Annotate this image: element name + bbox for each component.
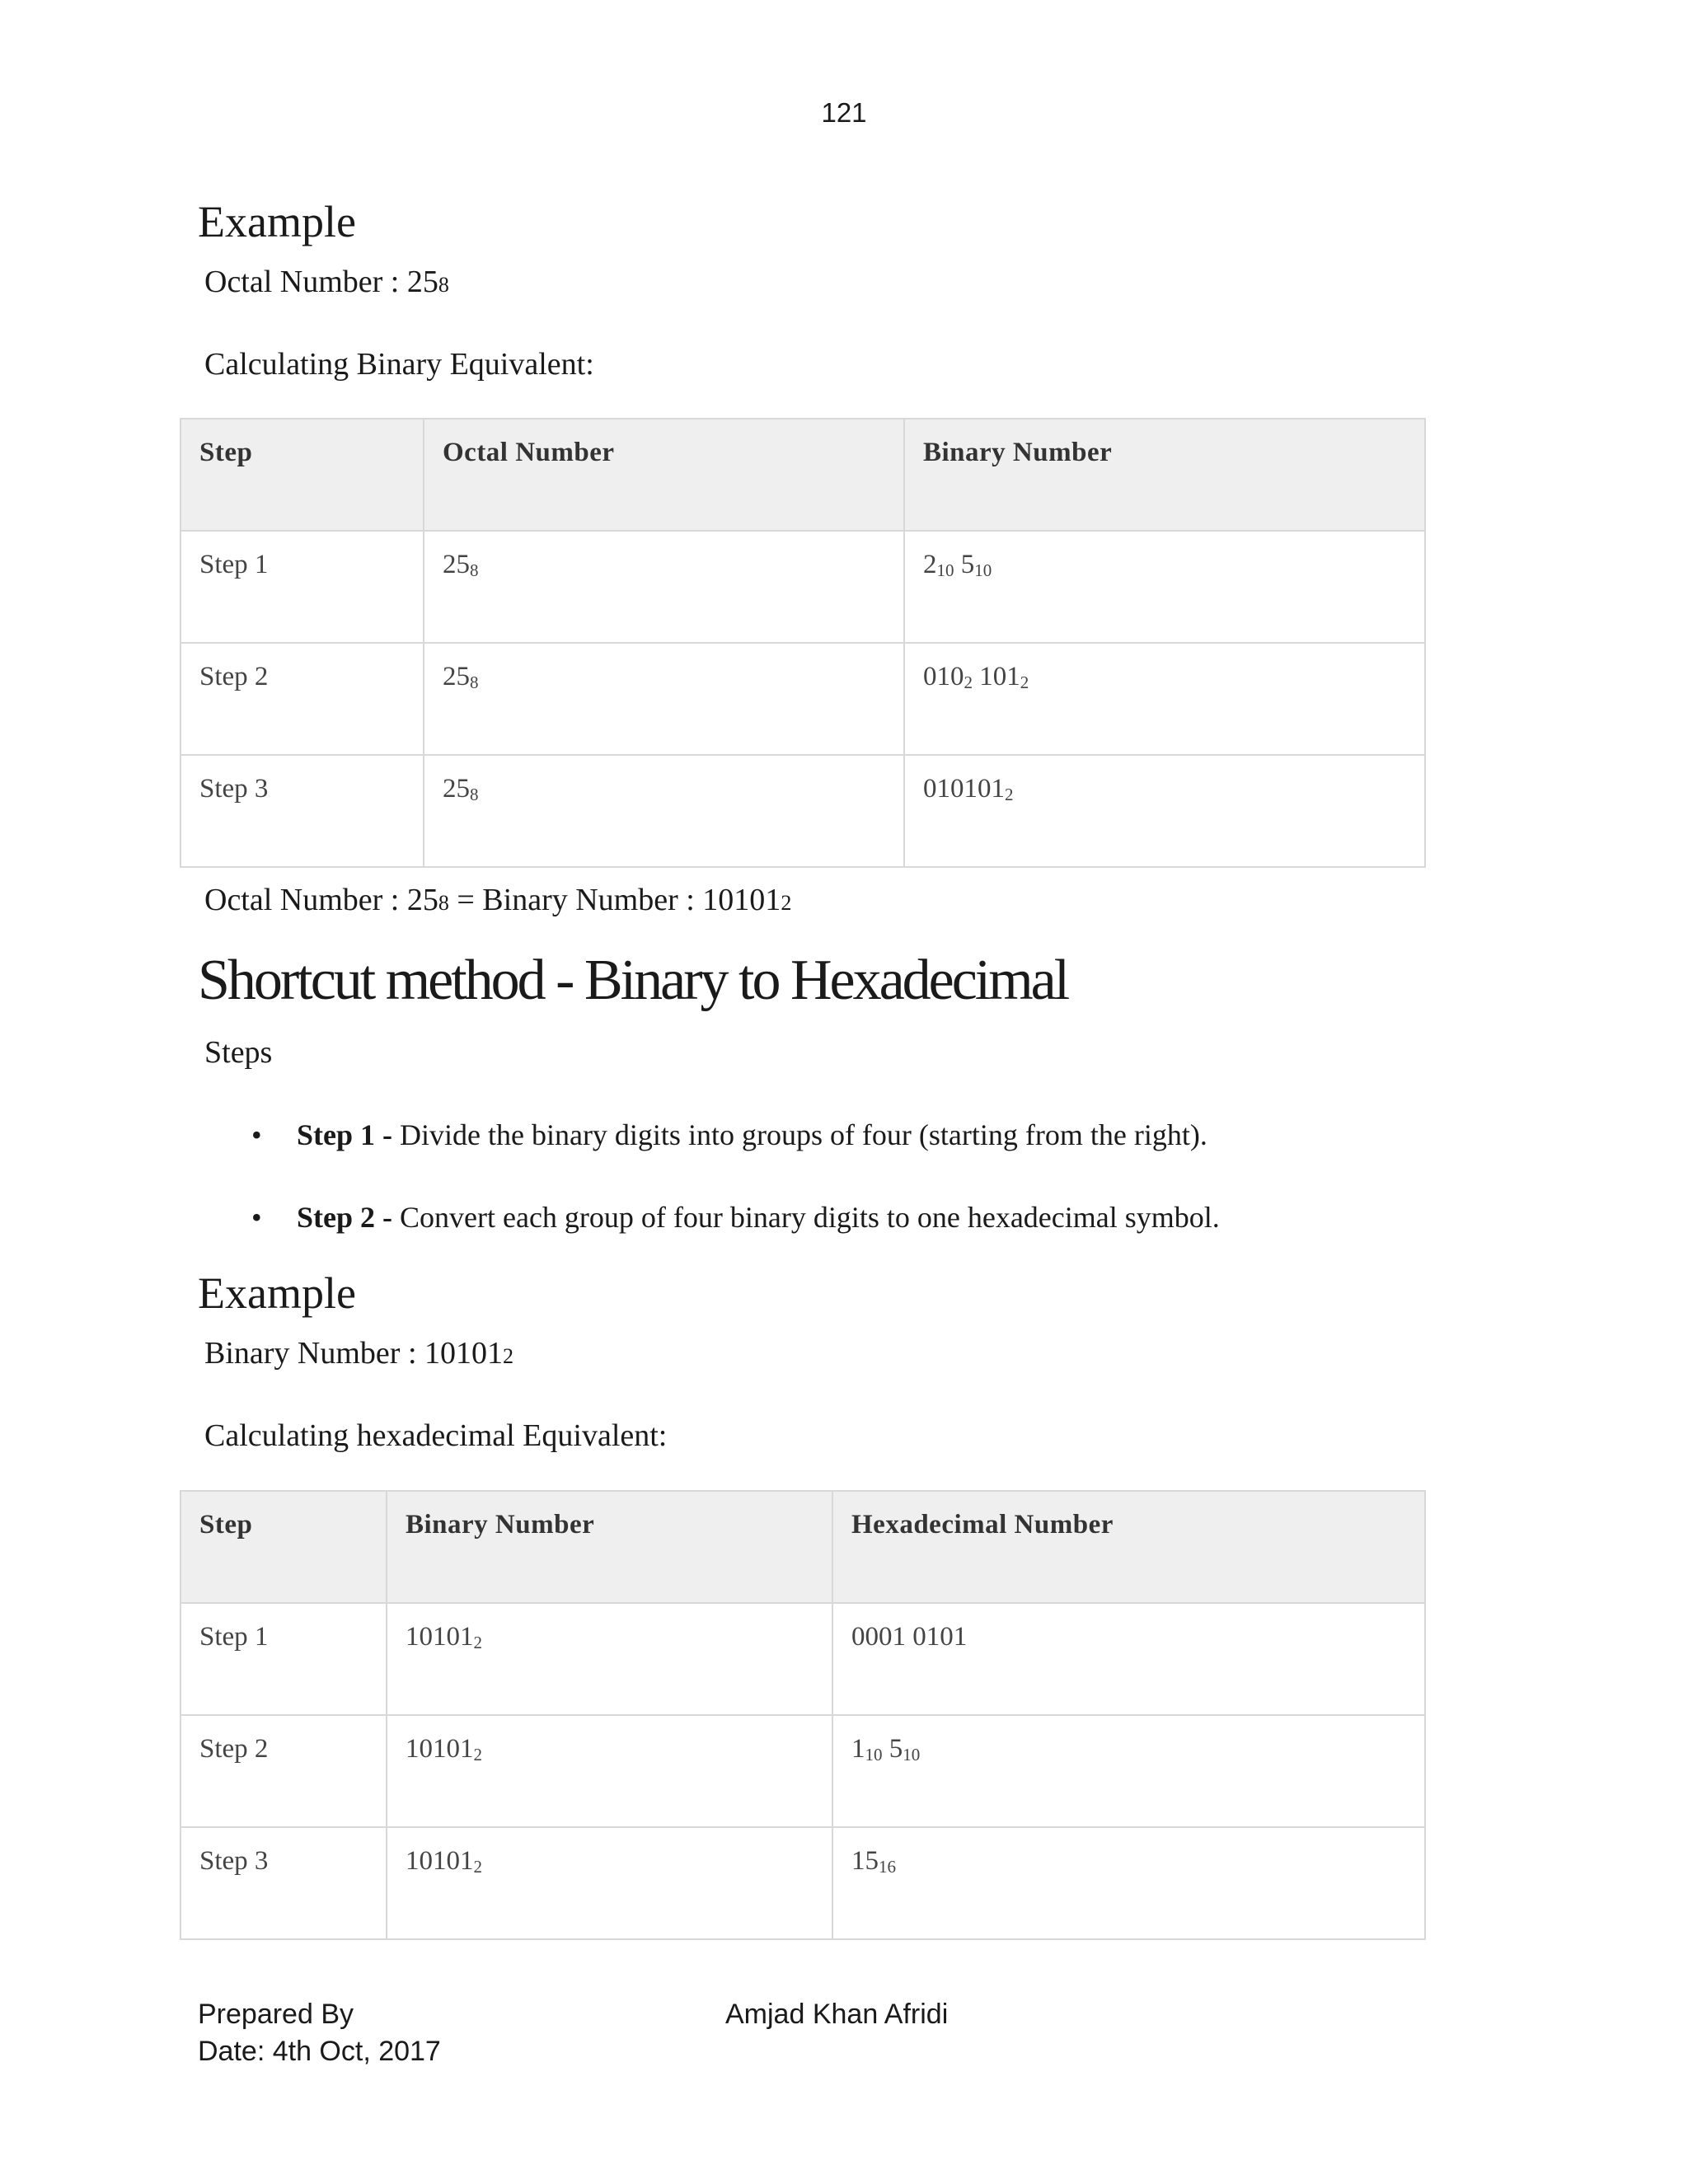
cell-result-value — [832, 1715, 1425, 1827]
cell-base-subscript: 2 — [1020, 673, 1029, 692]
cell-value: 25 — [443, 662, 470, 691]
table-body — [181, 1603, 1425, 1939]
cell-base-subscript: 10 — [936, 560, 954, 580]
cell-base-subscript: 8 — [470, 785, 479, 804]
cell-source-value — [387, 1715, 832, 1827]
bullet-2-bold: Step 2 - — [297, 1201, 392, 1234]
cell-result-value — [904, 755, 1425, 867]
binary-to-hex-table — [180, 1490, 1426, 1940]
cell-step: Step 2 — [181, 643, 424, 755]
cell-value: 1 — [851, 1734, 865, 1764]
result-suffix: = Binary Number : 10101 — [448, 883, 781, 917]
cell-result-value — [904, 643, 1425, 755]
cell-value: 5 — [889, 1734, 903, 1764]
cell-value: 010 — [923, 662, 964, 691]
result-prefix-subscript: 8 — [438, 891, 449, 915]
table-header-row — [181, 419, 1425, 531]
table-row — [181, 1715, 1425, 1827]
header-step: Step — [181, 419, 424, 531]
bullet-icon: • — [251, 1118, 262, 1151]
cell-base-subscript: 10 — [865, 1745, 883, 1765]
calc-binary-label: Calculating Binary Equivalent: — [204, 347, 594, 382]
table-row — [181, 755, 1425, 867]
octal-binary-result-line — [204, 882, 791, 918]
cell-base-subscript: 16 — [879, 1857, 896, 1877]
cell-value: 10101 — [406, 1734, 474, 1764]
header-binary-number: Binary Number — [904, 419, 1425, 531]
footer-prepared-by: Prepared By — [198, 1999, 354, 2030]
table-header-row — [181, 1491, 1425, 1603]
cell-base-subscript: 10 — [974, 560, 992, 580]
octal-number-text: Octal Number : 25 — [204, 265, 438, 299]
cell-base-subscript: 8 — [470, 673, 479, 692]
cell-value: 101 — [979, 662, 1020, 691]
cell-base-subscript: 2 — [964, 673, 973, 692]
table-row — [181, 643, 1425, 755]
cell-value: 0001 0101 — [851, 1622, 968, 1652]
cell-base-subscript: 10 — [903, 1745, 921, 1765]
table-row — [181, 1603, 1425, 1715]
octal-to-binary-table — [180, 418, 1426, 868]
table-row — [181, 531, 1425, 643]
result-suffix-subscript: 2 — [781, 891, 792, 915]
cell-step: Step 3 — [181, 1827, 387, 1939]
cell-step: Step 2 — [181, 1715, 387, 1827]
cell-value: 10101 — [406, 1846, 474, 1876]
bullet-2-text: Convert each group of four binary digits to one hexadecimal symbol. — [392, 1201, 1220, 1234]
header-hexadecimal-number: Hexadecimal Number — [832, 1491, 1425, 1603]
cell-result-value — [832, 1827, 1425, 1939]
cell-step: Step 1 — [181, 1603, 387, 1715]
bullet-1-text: Divide the binary digits into groups of four (starting from the right). — [392, 1118, 1207, 1151]
header-octal-number: Octal Number — [424, 419, 904, 531]
result-prefix: Octal Number : 25 — [204, 883, 438, 917]
cell-base-subscript: 2 — [1005, 785, 1014, 804]
cell-base-subscript: 8 — [470, 560, 479, 580]
cell-source-value — [387, 1827, 832, 1939]
cell-source-value — [424, 531, 904, 643]
section-title: Shortcut method - Binary to Hexadecimal — [198, 949, 1068, 1012]
table-row — [181, 1827, 1425, 1939]
octal-number-line — [204, 264, 449, 300]
cell-value: 25 — [443, 550, 470, 579]
header-binary-number: Binary Number — [387, 1491, 832, 1603]
example-heading-2: Example — [198, 1268, 356, 1318]
cell-value: 10101 — [406, 1622, 474, 1652]
steps-label: Steps — [204, 1035, 273, 1070]
footer-date: Date: 4th Oct, 2017 — [198, 2036, 441, 2067]
header-step: Step — [181, 1491, 387, 1603]
octal-number-subscript: 8 — [438, 273, 449, 297]
cell-value: 25 — [443, 774, 470, 804]
cell-result-value — [904, 531, 1425, 643]
cell-value: 15 — [851, 1846, 879, 1876]
binary-number-text: Binary Number : 10101 — [204, 1336, 504, 1371]
cell-value: 5 — [960, 550, 975, 579]
example-heading-1: Example — [198, 197, 356, 246]
cell-source-value — [424, 643, 904, 755]
binary-number-subscript: 2 — [503, 1344, 514, 1368]
table-body — [181, 531, 1425, 867]
cell-base-subscript: 2 — [473, 1745, 482, 1765]
page-number: 121 — [821, 97, 867, 128]
cell-base-subscript: 2 — [473, 1857, 482, 1877]
calc-hex-label: Calculating hexadecimal Equivalent: — [204, 1418, 668, 1453]
cell-source-value — [424, 755, 904, 867]
cell-source-value — [387, 1603, 832, 1715]
cell-result-value — [832, 1603, 1425, 1715]
cell-value: 010101 — [923, 774, 1005, 804]
footer-author: Amjad Khan Afridi — [725, 1999, 949, 2030]
bullet-icon: • — [251, 1201, 262, 1234]
cell-step: Step 1 — [181, 531, 424, 643]
cell-value: 2 — [923, 550, 937, 579]
binary-number-line — [204, 1335, 513, 1371]
bullet-1-bold: Step 1 - — [297, 1118, 392, 1151]
cell-step: Step 3 — [181, 755, 424, 867]
cell-base-subscript: 2 — [473, 1633, 482, 1652]
